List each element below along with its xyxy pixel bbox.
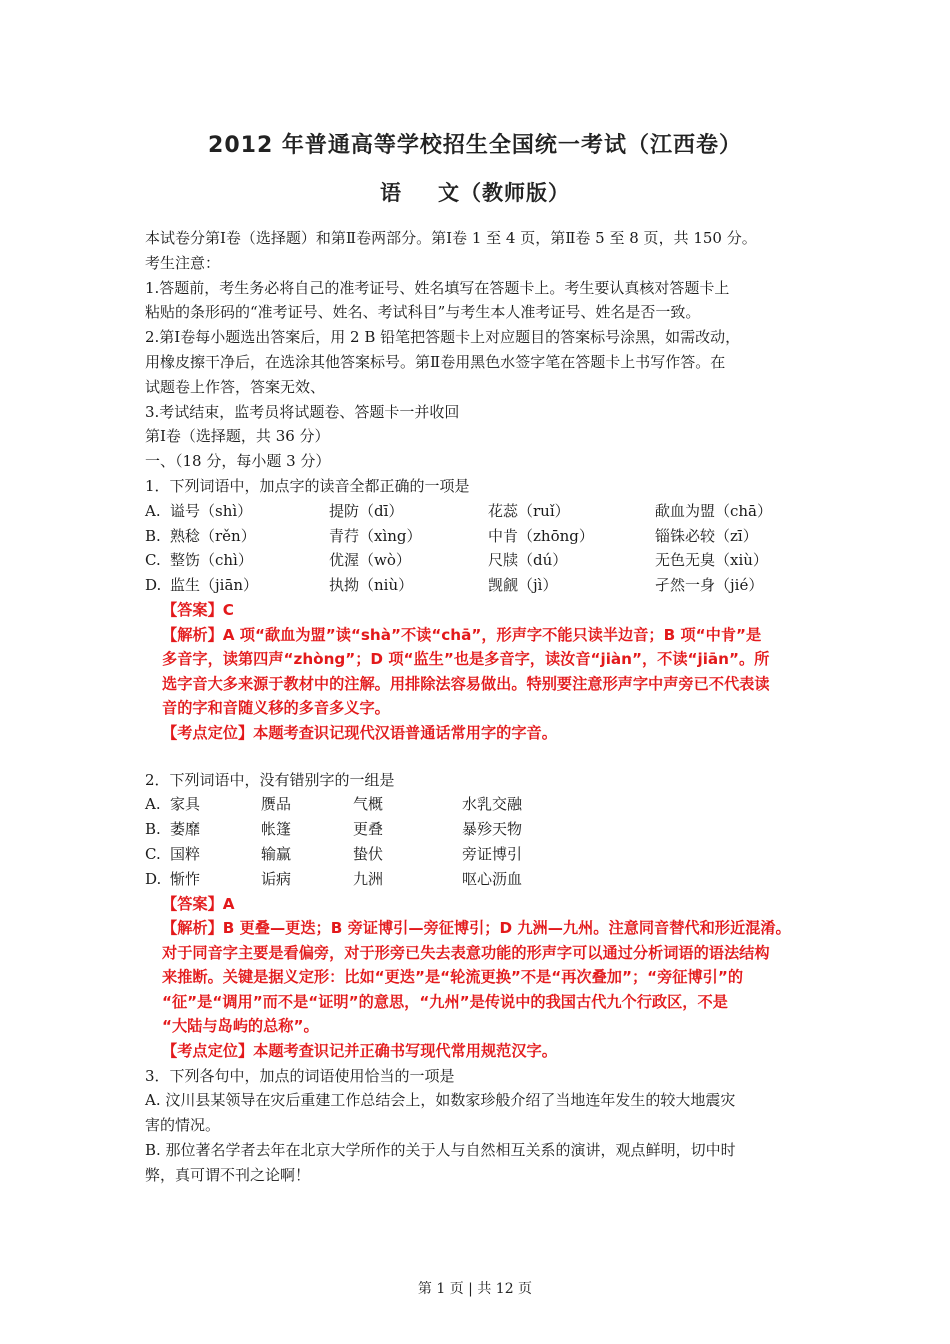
notice-line: 用橡皮擦干净后，在选涂其他答案标号。第Ⅱ卷用黑色水签字笔在答题卡上书写作答。在	[145, 352, 726, 371]
q3-stem: 3．下列各句中，加点的词语使用恰当的一项是	[145, 1066, 455, 1085]
option-word: 无色无臭（xiù）	[655, 551, 768, 570]
option-word: 惭怍	[170, 869, 201, 888]
point-text: 【考点定位】本题考查识记并正确书写现代常用规范汉字。	[162, 1042, 557, 1061]
option-letter: A.	[145, 501, 161, 520]
notice-line: 3.考试结束，监考员将试题卷、答题卡一并收回	[145, 402, 460, 421]
option-word: 执拗（niù）	[329, 576, 414, 595]
option-letter: A.	[145, 795, 161, 814]
notice-line: 粘贴的条形码的“准考证号、姓名、考试科目”与考生本人准考证号、姓名是否一致。	[145, 303, 701, 322]
section-heading: 一、（18 分，每小题 3 分）	[145, 452, 331, 471]
option-word: 觊觎（jì）	[488, 576, 558, 595]
q1-options	[145, 499, 845, 598]
notice-line: 试题卷上作答，答案无效、	[145, 377, 326, 396]
analysis-line: “大陆与岛屿的总称”。	[162, 1017, 319, 1036]
option-word: 气概	[353, 795, 384, 814]
option-word: 赝品	[261, 795, 292, 814]
option-word: 青荇（xìng）	[329, 526, 422, 545]
option-word: 熟稔（rěn）	[170, 526, 256, 545]
q1-option-c	[145, 548, 845, 573]
option-word: 水乳交融	[462, 795, 523, 814]
q1-option-a	[145, 499, 845, 524]
option-letter: D.	[145, 869, 162, 888]
q2-option-c	[145, 842, 845, 867]
option-letter: C.	[145, 844, 161, 863]
option-word: 提防（dī）	[329, 501, 404, 520]
page-footer: 第 1 页 | 共 12 页	[417, 1281, 533, 1297]
spacer	[145, 746, 845, 768]
option-word: 整饬（chì）	[170, 551, 253, 570]
notice-label: 考生注意：	[145, 253, 221, 272]
subtitle-part-b: 文（教师版）	[438, 181, 570, 205]
option-word: 蛰伏	[353, 844, 384, 863]
option-word: 监生（jiān）	[170, 576, 259, 595]
option-word: 呕心沥血	[462, 869, 523, 888]
option-word: 萎靡	[170, 820, 201, 839]
option-word: 孑然一身（jié）	[655, 576, 764, 595]
analysis-line: 对于同音字主要是看偏旁，对于形旁已失去表意功能的形声字可以通过分析词语的语法结构	[162, 943, 770, 962]
q2-stem: 2．下列词语中，没有错别字的一组是	[145, 770, 395, 789]
option-word: 九洲	[353, 869, 384, 888]
option-word: 尺牍（dú）	[488, 551, 568, 570]
exam-title: 2012 年普通高等学校招生全国统一考试（江西卷）	[208, 133, 742, 158]
option-word: 谥号（shì）	[170, 501, 253, 520]
option-word: 花蕊（ruǐ）	[488, 501, 570, 520]
option-word: 锱铢必较（zī）	[655, 526, 758, 545]
answer-text: 【答案】C	[162, 600, 234, 619]
analysis-line: 音的字和音随义移的多音多义字。	[162, 699, 390, 718]
q3-line: 弊，真可谓不刊之论啊！	[145, 1165, 311, 1184]
exam-content	[145, 226, 845, 1188]
q2-option-a	[145, 792, 845, 817]
exam-subtitle	[0, 177, 950, 207]
point-text: 【考点定位】本题考查识记现代汉语普通话常用字的字音。	[162, 723, 557, 742]
q3-line: B. 那位著名学者去年在北京大学所作的关于人与自然相互关系的演讲，观点鲜明，切中时	[145, 1141, 736, 1160]
q1-solution	[145, 598, 845, 746]
analysis-line: 【解析】A 项“歃血为盟”读“shà”不读“chā”，形声字不能只读半边音；B 项“中肯”是	[162, 625, 762, 644]
option-word: 优渥（wò）	[329, 551, 411, 570]
q1-option-b	[145, 524, 845, 549]
q3-line: 害的情况。	[145, 1116, 221, 1135]
notice-line: 2.第Ⅰ卷每小题选出答案后，用 2 B 铅笔把答题卡上对应题目的答案标号涂黑，如需改动，	[145, 328, 741, 347]
option-word: 诟病	[261, 869, 292, 888]
q1-stem: 1．下列词语中，加点字的读音全都正确的一项是	[145, 476, 470, 495]
intro-text: 本试卷分第Ⅰ卷（选择题）和第Ⅱ卷两部分。第Ⅰ卷 1 至 4 页，第Ⅱ卷 5 至 8 页，共 150 分。	[145, 229, 757, 247]
option-word: 旁证博引	[462, 844, 523, 863]
analysis-line: 选字音大多来源于教材中的注解。用排除法容易做出。特别要注意形声字中声旁已不代表读	[162, 674, 770, 693]
notice-line: 1.答题前，考生务必将自己的准考证号、姓名填写在答题卡上。考生要认真核对答题卡上	[145, 278, 730, 297]
option-word: 中肯（zhōng）	[488, 526, 594, 545]
analysis-line: 来推断。关键是据义定形：比如“更迭”是“轮流更换”不是“再次叠加”；“旁征博引”的	[162, 968, 744, 987]
q2-option-d	[145, 867, 845, 892]
option-letter: C.	[145, 551, 161, 570]
part-heading: 第Ⅰ卷（选择题，共 36 分）	[145, 427, 330, 446]
option-letter: B.	[145, 820, 161, 839]
analysis-line: 多音字，读第四声“zhòng”；D 项“监生”也是多音字，读汝音“jiàn”，不读“jiān”。所	[162, 650, 770, 669]
option-word: 暴殄天物	[462, 820, 523, 839]
q3-line: A. 汶川县某领导在灾后重建工作总结会上，如数家珍般介绍了当地连年发生的较大地震灾	[145, 1091, 736, 1110]
option-word: 帐篷	[261, 820, 292, 839]
analysis-line: “征”是“调用”而不是“证明”的意思，“九州”是传说中的我国古代九个行政区，不是	[162, 992, 728, 1011]
q2-solution	[145, 892, 845, 1064]
option-word: 输赢	[261, 844, 292, 863]
option-letter: B.	[145, 526, 161, 545]
answer-text: 【答案】A	[162, 894, 235, 913]
q2-option-b	[145, 817, 845, 842]
option-word: 家具	[170, 795, 201, 814]
q2-options	[145, 792, 845, 891]
analysis-line: 【解析】B 更叠—更迭；B 旁证博引—旁征博引；D 九洲—九州。注意同音替代和形近混淆。	[162, 919, 791, 938]
option-word: 国粹	[170, 844, 201, 863]
option-letter: D.	[145, 576, 162, 595]
subtitle-part-a: 语	[380, 181, 402, 205]
option-word: 更叠	[353, 820, 384, 839]
q1-option-d	[145, 573, 845, 598]
option-word: 歃血为盟（chā）	[655, 501, 773, 520]
